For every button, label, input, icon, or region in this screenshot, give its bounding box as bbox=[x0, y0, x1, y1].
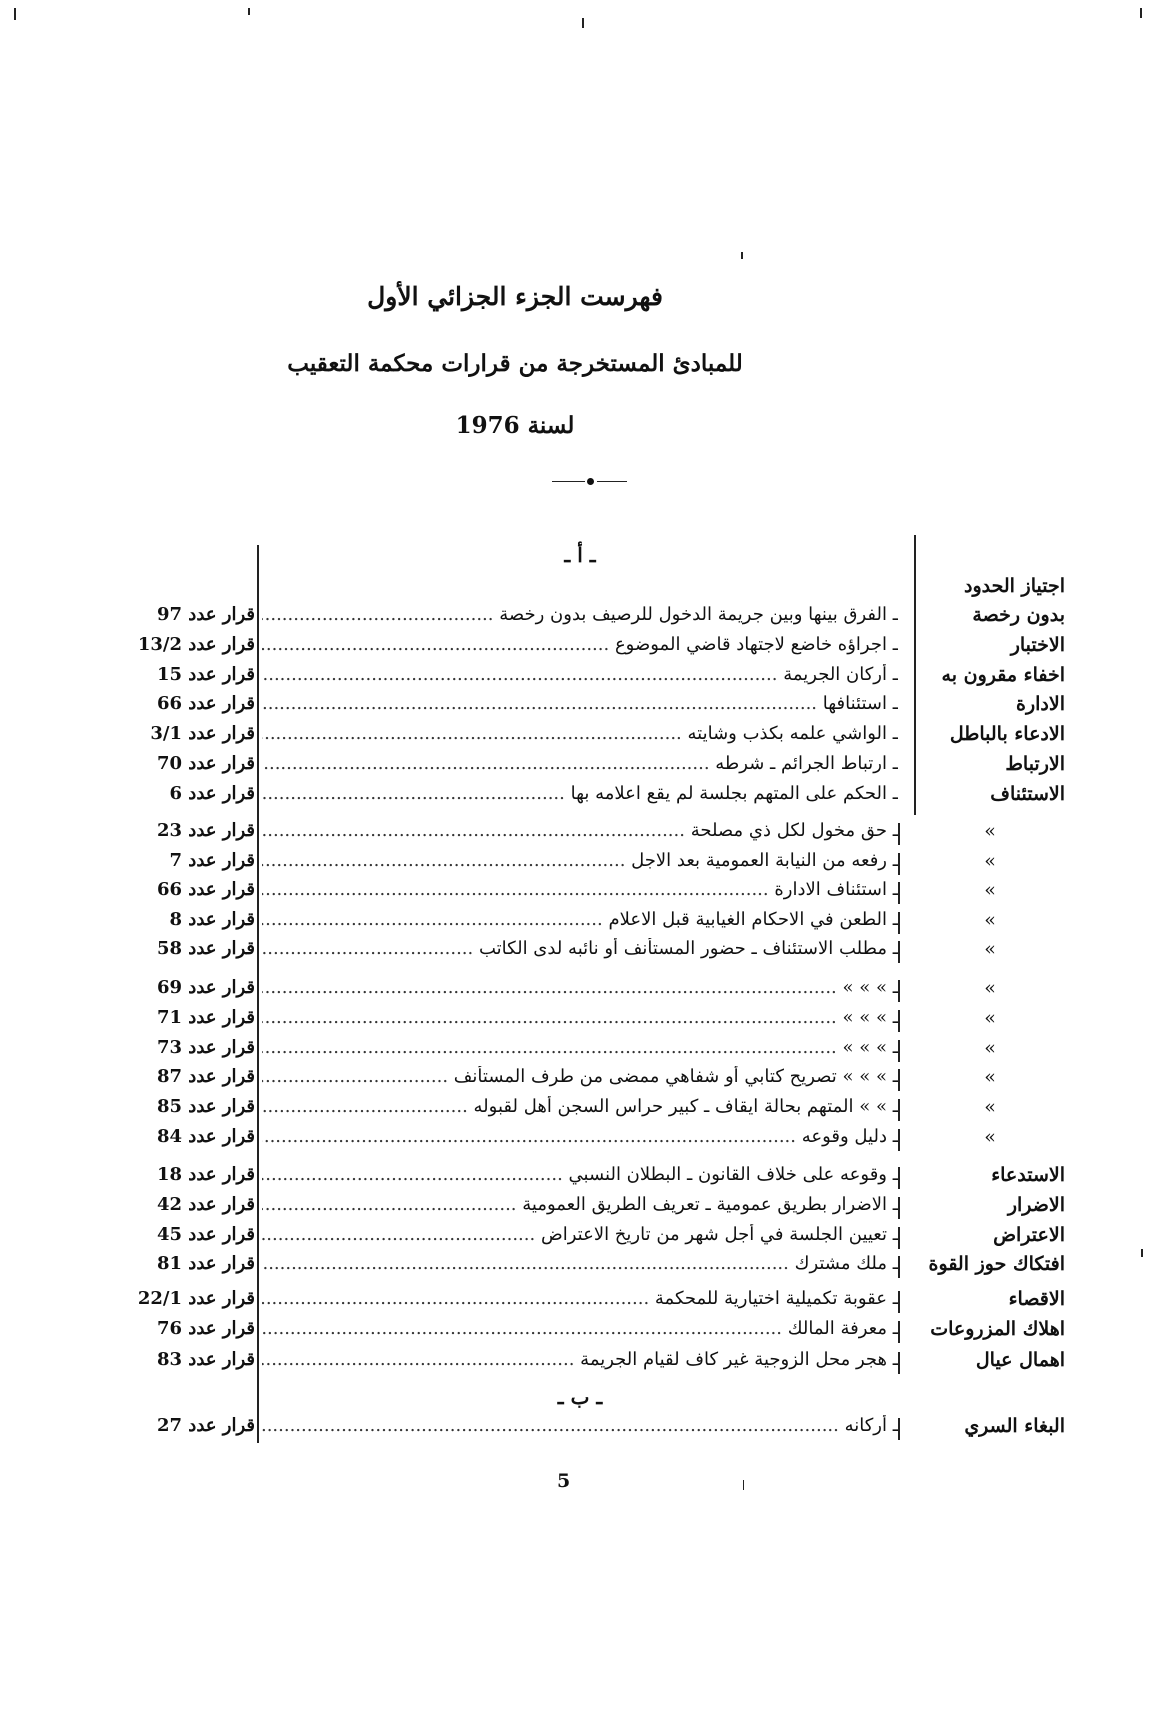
entry-description: ـ الاضرار بطريق عمومية ـ تعريف الطريق العمومية ..... bbox=[262, 1194, 898, 1215]
index-entry bbox=[0, 879, 1170, 909]
entry-term: الارتباط bbox=[1005, 753, 1065, 775]
entry-reference: قرار عدد 8 bbox=[169, 909, 255, 930]
entry-description: ـ الفرق بينها وبين جريمة الدخول للرصيف بدون رخصة ..... bbox=[262, 604, 898, 625]
index-entry bbox=[0, 753, 1170, 783]
index-entry bbox=[0, 909, 1170, 939]
entry-rule bbox=[898, 1069, 900, 1091]
scan-speck bbox=[1140, 8, 1142, 18]
entry-description: ـ ارتباط الجرائم ـ شرطه ..... bbox=[262, 753, 898, 774]
index-entry bbox=[0, 938, 1170, 968]
entry-term-ditto: » bbox=[984, 938, 996, 960]
index-entry bbox=[0, 664, 1170, 694]
entry-description: ـ حق مخول لكل ذي مصلحة ..... bbox=[262, 820, 898, 841]
entry-description: ـ استئنافها ..... bbox=[262, 693, 898, 714]
entry-reference: قرار عدد 18 bbox=[156, 1164, 255, 1185]
index-entry bbox=[0, 1415, 1170, 1445]
index-entry bbox=[0, 1164, 1170, 1194]
entry-reference: قرار عدد 13/2 bbox=[137, 634, 255, 655]
entry-reference: قرار عدد 15 bbox=[156, 664, 255, 685]
entry-reference: قرار عدد 58 bbox=[156, 938, 255, 959]
entry-description: ـ » » » ..... bbox=[262, 977, 898, 998]
entry-description: ـ تعيين الجلسة في أجل شهر من تاريخ الاعتراض ..... bbox=[262, 1224, 898, 1245]
entry-term: الاستئناف bbox=[990, 783, 1065, 805]
entry-rule bbox=[898, 1291, 900, 1313]
entry-term: بدون رخصة bbox=[972, 604, 1065, 626]
entry-rule bbox=[898, 1129, 900, 1151]
index-title: فهرست الجزء الجزائي الأول bbox=[367, 282, 663, 311]
entry-reference: قرار عدد 73 bbox=[156, 1037, 255, 1058]
entry-term: الادعاء بالباطل bbox=[949, 723, 1065, 745]
entry-term: الادارة bbox=[1016, 693, 1065, 715]
entry-description: ـ استئناف الادارة ..... bbox=[262, 879, 898, 900]
entry-description: ـ مطلب الاستئناف ـ حضور المستأنف أو نائبه لدى الكاتب ..... bbox=[262, 938, 898, 959]
entry-term: اهمال عيال bbox=[975, 1349, 1065, 1371]
entry-reference: قرار عدد 83 bbox=[156, 1349, 255, 1370]
entry-reference: قرار عدد 6 bbox=[169, 783, 255, 804]
index-year: لسنة 1976 bbox=[455, 412, 575, 439]
entry-term-ditto: » bbox=[984, 850, 996, 872]
entry-reference: قرار عدد 22/1 bbox=[137, 1288, 255, 1309]
entry-description: ـ عقوبة تكميلية اختيارية للمحكمة ..... bbox=[262, 1288, 898, 1309]
scan-speck bbox=[743, 1480, 744, 1490]
entry-reference: قرار عدد 84 bbox=[156, 1126, 255, 1147]
entry-reference: قرار عدد 76 bbox=[156, 1318, 255, 1339]
entry-description: ـ الحكم على المتهم بجلسة لم يقع اعلامه بها ..... bbox=[262, 783, 898, 804]
entry-reference: قرار عدد 45 bbox=[156, 1224, 255, 1245]
entry-reference: قرار عدد 7 bbox=[169, 850, 255, 871]
entry-description: ـ أركانه ..... bbox=[262, 1415, 898, 1436]
index-entry bbox=[0, 1318, 1170, 1348]
entry-term-ditto: » bbox=[984, 1126, 996, 1148]
entry-description: ـ » » المتهم بحالة ايقاف ـ كبير حراس السجن أهل لقبوله ..... bbox=[262, 1096, 898, 1117]
entry-description: ـ الواشي علمه بكذب وشايته ..... bbox=[262, 723, 898, 744]
scan-speck bbox=[741, 252, 743, 259]
entry-reference: قرار عدد 27 bbox=[156, 1415, 255, 1436]
index-entry bbox=[0, 783, 1170, 813]
entry-rule bbox=[898, 941, 900, 963]
entry-rule bbox=[898, 1227, 900, 1249]
index-entry bbox=[0, 1349, 1170, 1379]
entry-term-ditto: » bbox=[984, 1037, 996, 1059]
index-entry bbox=[0, 1288, 1170, 1318]
index-entry bbox=[0, 634, 1170, 664]
section-letter-alif: ـ أ ـ bbox=[564, 543, 596, 567]
entry-term: الاقصاء bbox=[1008, 1288, 1065, 1310]
entry-term: البغاء السري bbox=[964, 1415, 1065, 1437]
entry-term: اخفاء مقرون به bbox=[941, 664, 1065, 686]
index-entry bbox=[0, 850, 1170, 880]
index-entry bbox=[0, 723, 1170, 753]
index-entry bbox=[0, 1066, 1170, 1096]
entry-rule bbox=[898, 1010, 900, 1032]
entry-description: ـ دليل وقوعه ..... bbox=[262, 1126, 898, 1147]
entry-description: ـ معرفة المالك ..... bbox=[262, 1318, 898, 1339]
entry-reference: قرار عدد 81 bbox=[156, 1253, 255, 1274]
scan-speck bbox=[582, 18, 584, 28]
entry-term-ditto: » bbox=[984, 977, 996, 999]
index-entry bbox=[0, 1253, 1170, 1283]
entry-reference: قرار عدد 85 bbox=[156, 1096, 255, 1117]
index-entry bbox=[0, 1037, 1170, 1067]
entry-term-ditto: » bbox=[984, 820, 996, 842]
entry-term-ditto: » bbox=[984, 879, 996, 901]
divider-ornament bbox=[552, 478, 632, 486]
entry-term: اجتياز الحدود bbox=[963, 575, 1065, 597]
index-entry bbox=[0, 1096, 1170, 1126]
entry-term-ditto: » bbox=[984, 1096, 996, 1118]
index-entry bbox=[0, 1224, 1170, 1254]
entry-description: ـ ملك مشترك ..... bbox=[262, 1253, 898, 1274]
index-entry bbox=[0, 1126, 1170, 1156]
entry-description: ـ رفعه من النيابة العمومية بعد الاجل ..... bbox=[262, 850, 898, 871]
entry-rule bbox=[898, 1352, 900, 1374]
entry-reference: قرار عدد 69 bbox=[156, 977, 255, 998]
entry-description: ـ » » » ..... bbox=[262, 1007, 898, 1028]
entry-description: ـ وقوعه على خلاف القانون ـ البطلان النسبي ..... bbox=[262, 1164, 898, 1185]
entry-term-ditto: » bbox=[984, 1066, 996, 1088]
entry-rule bbox=[898, 1167, 900, 1189]
entry-rule bbox=[898, 823, 900, 845]
entry-reference: قرار عدد 87 bbox=[156, 1066, 255, 1087]
index-entry bbox=[0, 575, 1170, 605]
entry-reference: قرار عدد 70 bbox=[156, 753, 255, 774]
entry-reference: قرار عدد 71 bbox=[156, 1007, 255, 1028]
entry-reference: قرار عدد 3/1 bbox=[150, 723, 255, 744]
entry-rule bbox=[898, 882, 900, 904]
entry-reference: قرار عدد 42 bbox=[156, 1194, 255, 1215]
entry-reference: قرار عدد 66 bbox=[156, 879, 255, 900]
entry-term: الاعتراض bbox=[993, 1224, 1065, 1246]
section-letter-ba: ـ ب ـ bbox=[557, 1385, 603, 1409]
entry-rule bbox=[898, 912, 900, 934]
entry-term-ditto: » bbox=[984, 1007, 996, 1029]
entry-term: اهلاك المزروعات bbox=[930, 1318, 1065, 1340]
entry-rule bbox=[898, 1197, 900, 1219]
index-entry bbox=[0, 1194, 1170, 1224]
entry-term-ditto: » bbox=[984, 909, 996, 931]
index-subtitle: للمبادئ المستخرجة من قرارات محكمة التعقيب bbox=[287, 350, 743, 377]
entry-reference: قرار عدد 23 bbox=[156, 820, 255, 841]
entry-description: ـ الطعن في الاحكام الغيابية قبل الاعلام ..... bbox=[262, 909, 898, 930]
entry-term: الاختبار bbox=[1010, 634, 1065, 656]
entry-rule bbox=[898, 1321, 900, 1343]
entry-term: الاستدعاء bbox=[991, 1164, 1065, 1186]
entry-description: ـ هجر محل الزوجية غير كاف لقيام الجريمة ..... bbox=[262, 1349, 898, 1370]
index-entry bbox=[0, 820, 1170, 850]
entry-rule bbox=[898, 1418, 900, 1440]
entry-reference: قرار عدد 97 bbox=[156, 604, 255, 625]
entry-term: الاضرار bbox=[1007, 1194, 1065, 1216]
index-entry bbox=[0, 977, 1170, 1007]
page-number: 5 bbox=[557, 1470, 571, 1492]
entry-description: ـ أركان الجريمة ..... bbox=[262, 664, 898, 685]
entry-description: ـ » » » ..... bbox=[262, 1037, 898, 1058]
entry-description: ـ » » » تصريح كتابي أو شفاهي ممضى من طرف المستأنف ..... bbox=[262, 1066, 898, 1087]
scan-speck bbox=[1141, 1249, 1143, 1257]
entry-rule bbox=[898, 853, 900, 875]
index-entry bbox=[0, 1007, 1170, 1037]
entry-rule bbox=[898, 1099, 900, 1121]
entry-rule bbox=[898, 980, 900, 1002]
scan-speck bbox=[14, 8, 16, 20]
entry-term: افتكاك حوز القوة bbox=[928, 1253, 1065, 1275]
entry-reference: قرار عدد 66 bbox=[156, 693, 255, 714]
index-entry bbox=[0, 604, 1170, 634]
entry-rule bbox=[898, 1040, 900, 1062]
entry-rule bbox=[898, 1256, 900, 1278]
index-entry bbox=[0, 693, 1170, 723]
scan-speck bbox=[248, 8, 250, 15]
entry-description: ـ اجراؤه خاضع لاجتهاد قاضي الموضوع ..... bbox=[262, 634, 898, 655]
